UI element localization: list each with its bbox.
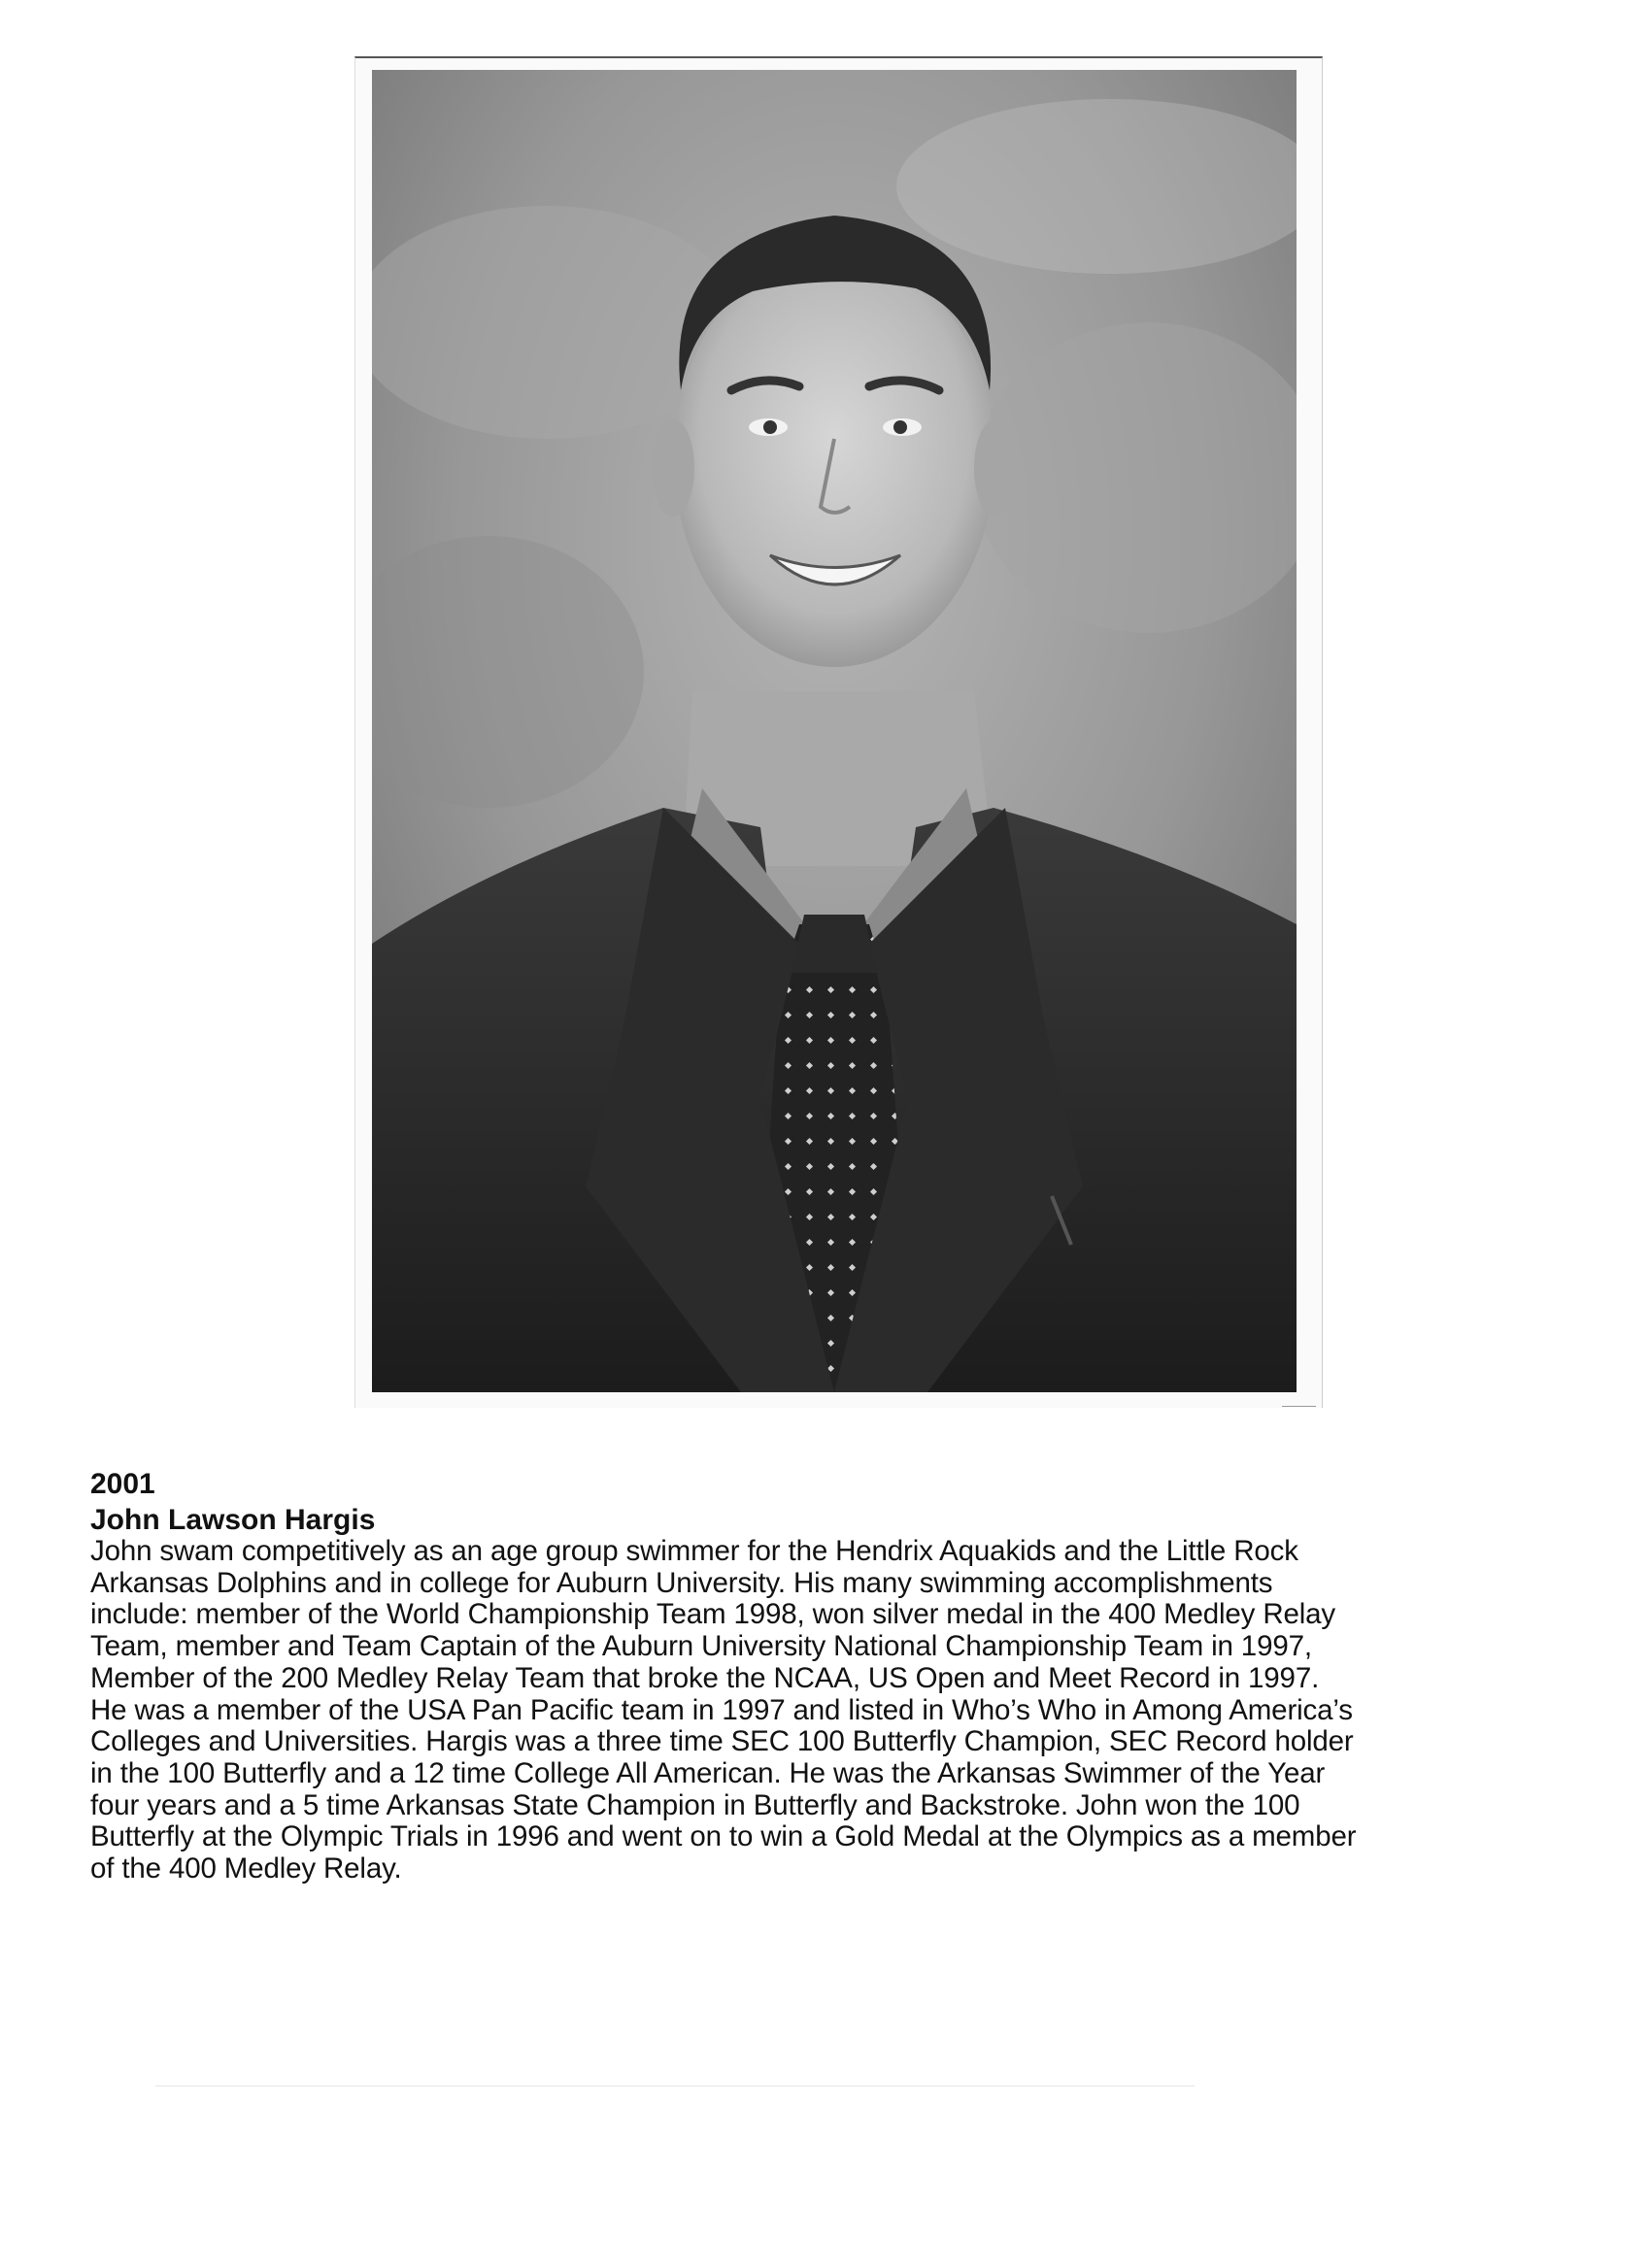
portrait-photo bbox=[372, 70, 1297, 1392]
bio-line: Member of the 200 Medley Relay Team that broke the NCAA, US Open and Meet Record in 1997. bbox=[90, 1661, 1320, 1694]
scan-artifact-line bbox=[155, 2085, 1195, 2086]
scan-artifact-line bbox=[1282, 1406, 1316, 1407]
bio-line: four years and a 5 time Arkansas State Champion in Butterfly and Backstroke. John won the 100 bbox=[90, 1788, 1300, 1821]
bio-line: of the 400 Medley Relay. bbox=[90, 1852, 402, 1885]
bio-line: John swam competitively as an age group swimmer for the Hendrix Aquakids and the Little Rock bbox=[90, 1535, 1298, 1567]
bio-line: Team, member and Team Captain of the Auburn University National Championship Team in 1997, bbox=[90, 1630, 1312, 1663]
bio-line: Colleges and Universities. Hargis was a three time SEC 100 Butterfly Champion, SEC Record holder bbox=[90, 1725, 1354, 1758]
biography bbox=[90, 1536, 1489, 1885]
caption bbox=[90, 1469, 1489, 1885]
inductee-name: John Lawson Hargis bbox=[90, 1504, 376, 1536]
bio-line: Butterfly at the Olympic Trials in 1996 and went on to win a Gold Medal at the Olympics as a member bbox=[90, 1820, 1357, 1853]
induction-year: 2001 bbox=[90, 1468, 155, 1500]
portrait-illustration bbox=[372, 70, 1297, 1392]
bio-line: include: member of the World Championship Team 1998, won silver medal in the 400 Medley Relay bbox=[90, 1598, 1335, 1631]
bio-line: Arkansas Dolphins and in college for Auburn University. His many swimming accomplishments bbox=[90, 1566, 1273, 1599]
bio-line: He was a member of the USA Pan Pacific team in 1997 and listed in Who’s Who in Among America’s bbox=[90, 1693, 1353, 1726]
bio-line: in the 100 Butterfly and a 12 time College All American. He was the Arkansas Swimmer of the Year bbox=[90, 1756, 1326, 1789]
